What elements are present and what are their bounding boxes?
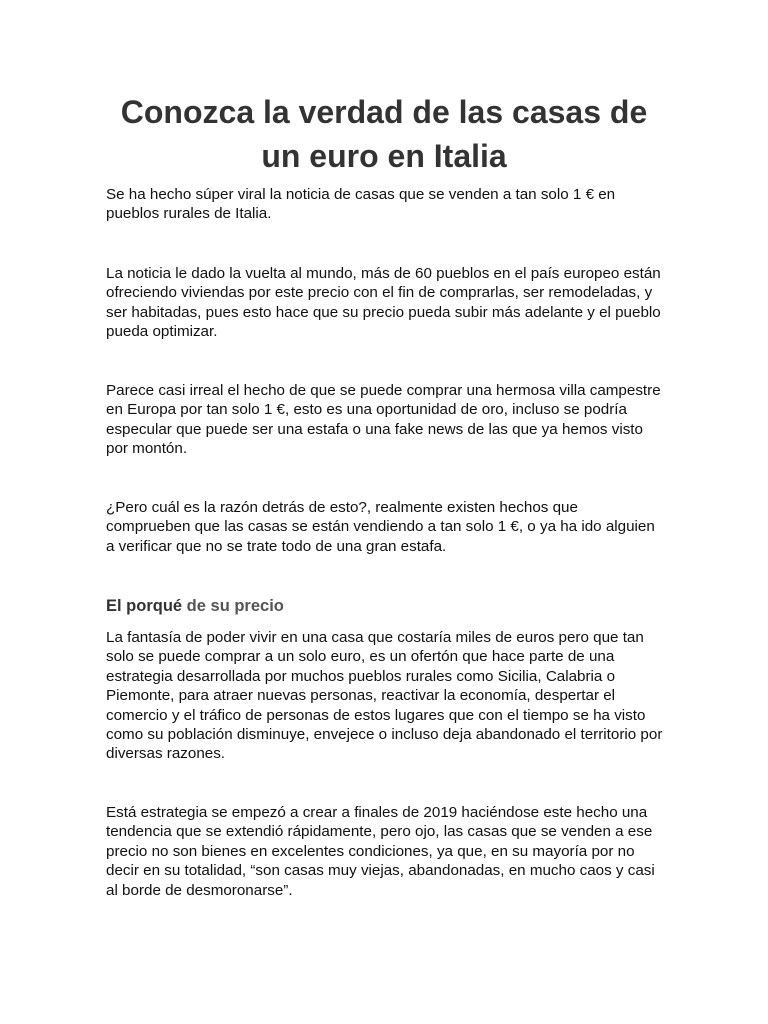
paragraph: ¿Pero cuál es la razón detrás de esto?, realmente existen hechos que comprueben que las casas se están vendiendo a tan solo 1 €, o ya ha ido alguien a verificar que no se trate todo de una gran estafa. — [106, 499, 655, 555]
paragraph: Parece casi irreal el hecho de que se puede comprar una hermosa villa campestre en Europa por tan solo 1 €, esto es una oportunidad de oro, incluso se podría especular que puede ser una estafa o una fake news de las que ya hemos visto por montón. — [106, 382, 661, 458]
page-title: Conozca la verdad de las casas de un euro en Italia — [120, 94, 648, 174]
paragraph: Está estrategia se empezó a crear a finales de 2019 haciéndose este hecho una tendencia que se extendió rápidamente, pero ojo, las casas que se venden a ese precio no son bienes en excelentes condiciones, ya que, en su mayoría por no decir en su totalidad, “son casas muy viejas, abandonadas, en mucho caos y casi al borde de desmoronarse”. — [106, 804, 655, 899]
paragraph: La fantasía de poder vivir en una casa que costaría miles de euros pero que tan solo se puede comprar a un solo euro, es un ofertón que hace parte de una estrategia desarrollada por muchos pueblos rurales como Sicilia, Calabria o Piemonte, para atraer nuevas personas, reactivar la economía, despertar el comercio y el tráfico de personas de estos lugares que con el tiempo se ha visto como su población disminuye, envejece o incluso deja abandonado el territorio por diversas razones. — [106, 629, 663, 763]
paragraph: Se ha hecho súper viral la noticia de casas que se venden a tan solo 1 € en pueblos rurales de Italia. — [106, 186, 616, 223]
paragraph: La noticia le dado la vuelta al mundo, más de 60 pueblos en el país europeo están ofreciendo viviendas por este precio con el fin de comprarlas, ser remodeladas, y ser habitadas, pues esto hace que su precio pueda subir más adelante y el pueblo pueda optimizar. — [106, 265, 661, 341]
section-heading — [106, 595, 284, 617]
section-heading-rest: de su precio — [182, 597, 284, 615]
section-heading-strong: El porqué — [106, 597, 183, 615]
